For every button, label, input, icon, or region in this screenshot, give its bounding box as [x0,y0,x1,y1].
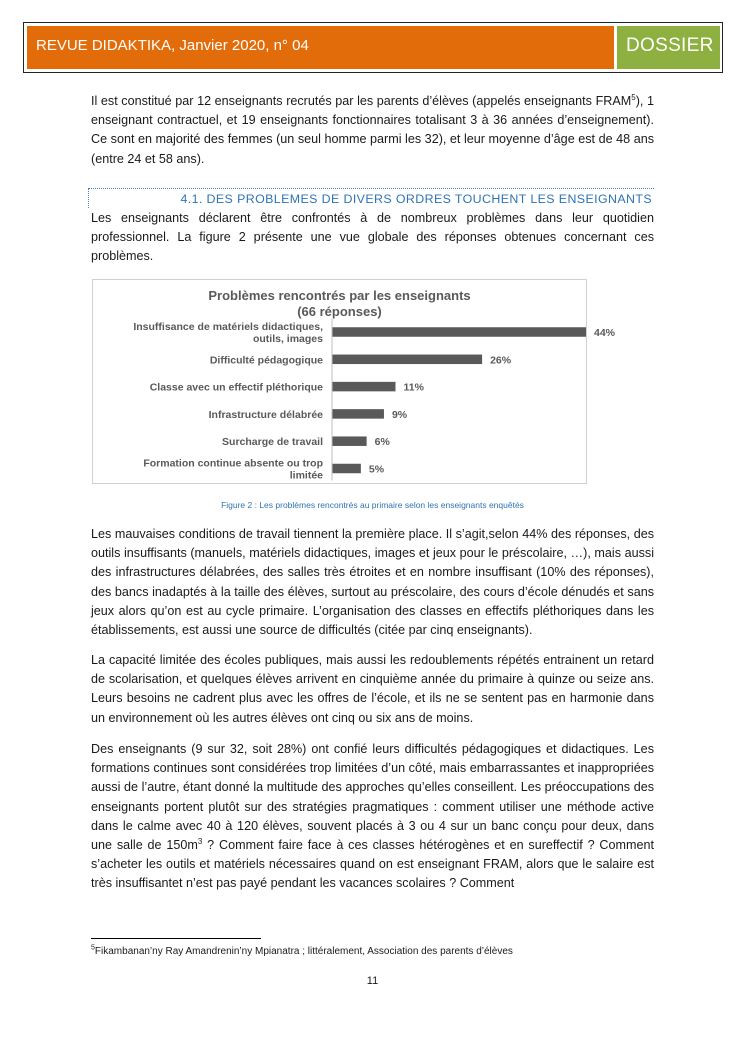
section-heading: 4.1. DES PROBLEMES DE DIVERS ORDRES TOUCHENT LES ENSEIGNANTS [180,192,652,206]
paragraph-3-part-1: Des enseignants (9 sur 32, soit 28%) ont confié leurs difficultés pédagogiques et didactiques. Les formations continues sont considérées trop limitées d’un côté, mais embarrassantes et inappropriées aussi de l’autre, étant donné la multitude des approches qu’elles conseillent. Les préoccupations des enseignants portent plutôt sur des stratégies pragmatiques : comment utiliser une méthode active dans le calme avec 40 à 120 élèves, souvent placés à 3 ou 4 sur un banc conçu pour deux, dans une salle de 150m [91,742,654,853]
figure-caption: Figure 2 : Les problèmes rencontrés au primaire selon les enseignants enquêtés [221,500,524,510]
bar-3 [332,409,384,419]
chart-title: Problèmes rencontrés par les enseignants [208,288,471,303]
category-label-2-0: Classe avec un effectif pléthorique [149,381,323,394]
header-section-bar [617,26,720,69]
value-label-0: 44% [594,327,616,339]
footnote [91,946,513,957]
header-title-bar [27,26,614,69]
category-label-0-0: Insuffisance de matériels didactiques, [133,321,323,333]
intro-paragraph [91,92,654,169]
bar-0 [332,327,586,337]
value-label-1: 26% [490,354,512,367]
footnote-text: Fikambanan’ny Ray Amandrenin’ny Mpianatra ; littéralement, Association des parents d’élèves [94,946,513,957]
category-label-0-1: outils, images [252,333,323,345]
page-number: 11 [366,975,379,987]
body-paragraph-3 [91,740,654,894]
intro-text-part-1: Il est constitué par 12 enseignants recrutés par les parents d’élèves (appelés enseignants FRAM [91,94,632,108]
superscript: 3 [197,836,203,846]
bar-1 [332,355,482,365]
bar-chart [92,279,616,484]
journal-title: REVUE DIDAKTIKA, Janvier 2020, n° 04 [36,37,309,54]
page-header [23,22,723,73]
paragraph-3-part-2: ? Comment faire face à ces classes hétérogènes et en sureffectif ? Comment s’acheter les outils et matériels nécessaires quand on est enseignant FRAM, alors que le salaire est très insuffisantet n’est pas payé pendant les vacances scolaires ? Comment [91,838,654,891]
footnote-ref: 5 [631,92,636,102]
value-label-5: 5% [368,463,385,476]
bar-4 [332,436,367,446]
section-heading-box [88,188,654,208]
footnote-separator [91,938,261,939]
body-paragraph-2: La capacité limitée des écoles publiques, mais aussi les redoublements répétés entrainent un retard de scolarisation, et quelques élèves arrivent en cinquième année du primaire à quinze ou seize ans. Leurs besoins ne cadrent plus avec les offres de l’école, et ils ne se sentent pas en harmonie dans un environnement où les autres élèves ont cinq ou six ans de moins. [91,653,654,725]
value-label-4: 6% [374,436,390,449]
category-label-3-0: Infrastructure délabrée [208,408,323,421]
bar-2 [332,382,396,392]
body-paragraph-1: Les mauvaises conditions de travail tiennent la première place. Il s’agit,selon 44% des réponses, des outils insuffisants (manuels, matériels didactiques, images et jeux pour le préscolaire, …), mais aussi des infrastructures délabrées, des salles très étroites et en nombre insuffisant (10% des réponses), des bancs inadaptés à la taille des élèves, surtout au préscolaire, des cours d’école dénudés et sans jeux alors qu’on est au cycle primaire. L’organisation des classes en effectifs pléthoriques dans les établissements, est aussi une source de difficultés (citée par cinq enseignants). [91,527,654,638]
footnote-number: 5 [91,944,95,952]
intro-text-part-2: ), 1 enseignant contractuel, et 19 enseignants fonctionnaires totalisant 3 à 36 années d’enseignement). Ce sont en majorité des femmes (un seul homme parmi les 32), et leur moyenne d’âge est de 48 ans (entre 24 et 58 ans). [91,94,654,166]
chart-plot [93,280,616,483]
section-label: DOSSIER [626,35,714,56]
bar-5 [332,464,361,474]
category-label-5-0: Formation continue absente ou trop [143,457,323,470]
chart-subtitle: (66 réponses) [297,304,382,319]
section-intro-paragraph: Les enseignants déclarent être confrontés à de nombreux problèmes dans leur quotidien professionnel. La figure 2 présente une vue globale des réponses obtenues concernant ces problèmes. [91,211,654,264]
category-label-5-1: limitée [289,469,323,482]
value-label-3: 9% [391,408,408,421]
category-label-1-0: Difficulté pédagogique [209,354,323,367]
value-label-2: 11% [403,381,424,394]
category-label-4-0: Surcharge de travail [222,436,323,449]
